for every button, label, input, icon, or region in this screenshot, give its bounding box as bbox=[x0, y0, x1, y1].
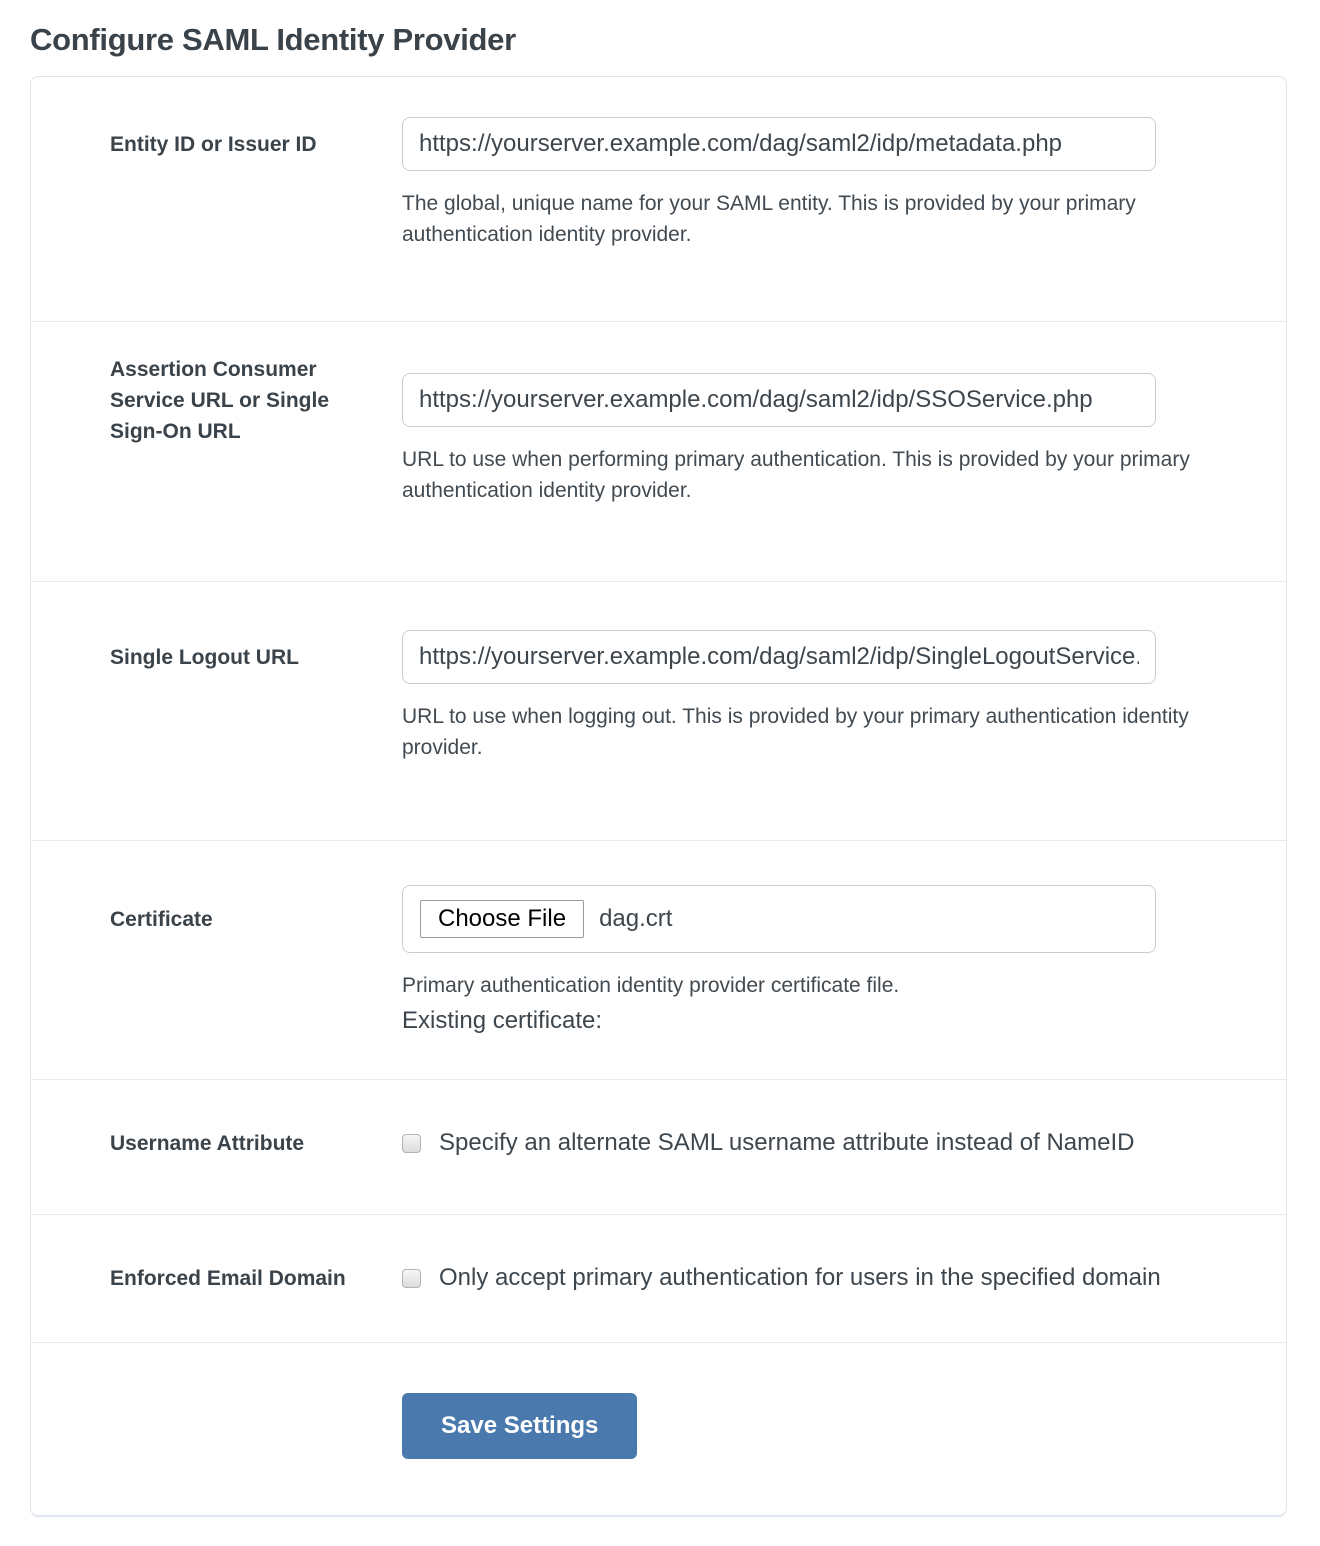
acs-url-control-cell bbox=[402, 373, 1286, 506]
single-logout-label-cell bbox=[110, 630, 370, 684]
enforced-email-domain-checkbox-label: Only accept primary authentication for users in the specified domain bbox=[439, 1264, 1161, 1291]
enforced-email-domain-control-cell bbox=[402, 1263, 1286, 1293]
acs-url-help-text: URL to use when performing primary authentication. This is provided by your primary authentication identity provider. bbox=[402, 448, 1190, 502]
enforced-email-domain-label-cell bbox=[110, 1263, 370, 1293]
existing-certificate-label: Existing certificate: bbox=[402, 1007, 603, 1034]
single-logout-url-label: Single Logout URL bbox=[110, 645, 299, 669]
page-title: Configure SAML Identity Provider bbox=[30, 22, 516, 57]
form-row-save bbox=[31, 1342, 1286, 1515]
certificate-help-text: Primary authentication identity provider certificate file. bbox=[402, 974, 900, 997]
username-attribute-checkbox[interactable] bbox=[402, 1134, 421, 1153]
certificate-file-input[interactable] bbox=[402, 885, 1156, 953]
form-row-entity-id bbox=[31, 77, 1286, 321]
username-attribute-checkbox-label: Specify an alternate SAML username attribute instead of NameID bbox=[439, 1129, 1135, 1156]
form-row-certificate bbox=[31, 840, 1286, 1079]
form-row-enforced-email-domain bbox=[31, 1214, 1286, 1342]
username-attribute-control-cell bbox=[402, 1128, 1286, 1158]
username-attribute-label-cell bbox=[110, 1128, 370, 1158]
save-control-cell bbox=[402, 1393, 1286, 1459]
entity-id-control-cell bbox=[402, 117, 1286, 250]
save-settings-button[interactable]: Save Settings bbox=[402, 1393, 637, 1459]
enforced-email-domain-label: Enforced Email Domain bbox=[110, 1266, 346, 1290]
acs-url-label-cell bbox=[110, 357, 370, 443]
form-row-acs-url bbox=[31, 321, 1286, 581]
form-row-single-logout-url bbox=[31, 581, 1286, 840]
certificate-label-cell bbox=[110, 885, 370, 953]
choose-file-button[interactable]: Choose File bbox=[420, 900, 584, 938]
entity-id-input[interactable] bbox=[402, 117, 1156, 171]
single-logout-url-input[interactable] bbox=[402, 630, 1156, 684]
enforced-email-domain-checkbox[interactable] bbox=[402, 1269, 421, 1288]
entity-id-label-cell bbox=[110, 117, 370, 171]
acs-url-input[interactable] bbox=[402, 373, 1156, 427]
saml-config-panel bbox=[30, 76, 1287, 1516]
acs-url-label: Assertion Consumer Service URL or Single Sign-On URL bbox=[110, 357, 330, 443]
certificate-label: Certificate bbox=[110, 907, 213, 931]
selected-file-name: dag.crt bbox=[599, 905, 673, 932]
certificate-control-cell bbox=[402, 885, 1286, 1035]
single-logout-help-text: URL to use when logging out. This is provided by your primary authentication identity provider. bbox=[402, 705, 1189, 759]
entity-id-help-text: The global, unique name for your SAML entity. This is provided by your primary authentication identity provider. bbox=[402, 192, 1136, 246]
entity-id-label: Entity ID or Issuer ID bbox=[110, 132, 317, 156]
form-row-username-attribute bbox=[31, 1079, 1286, 1214]
single-logout-control-cell bbox=[402, 630, 1286, 763]
username-attribute-label: Username Attribute bbox=[110, 1131, 305, 1155]
